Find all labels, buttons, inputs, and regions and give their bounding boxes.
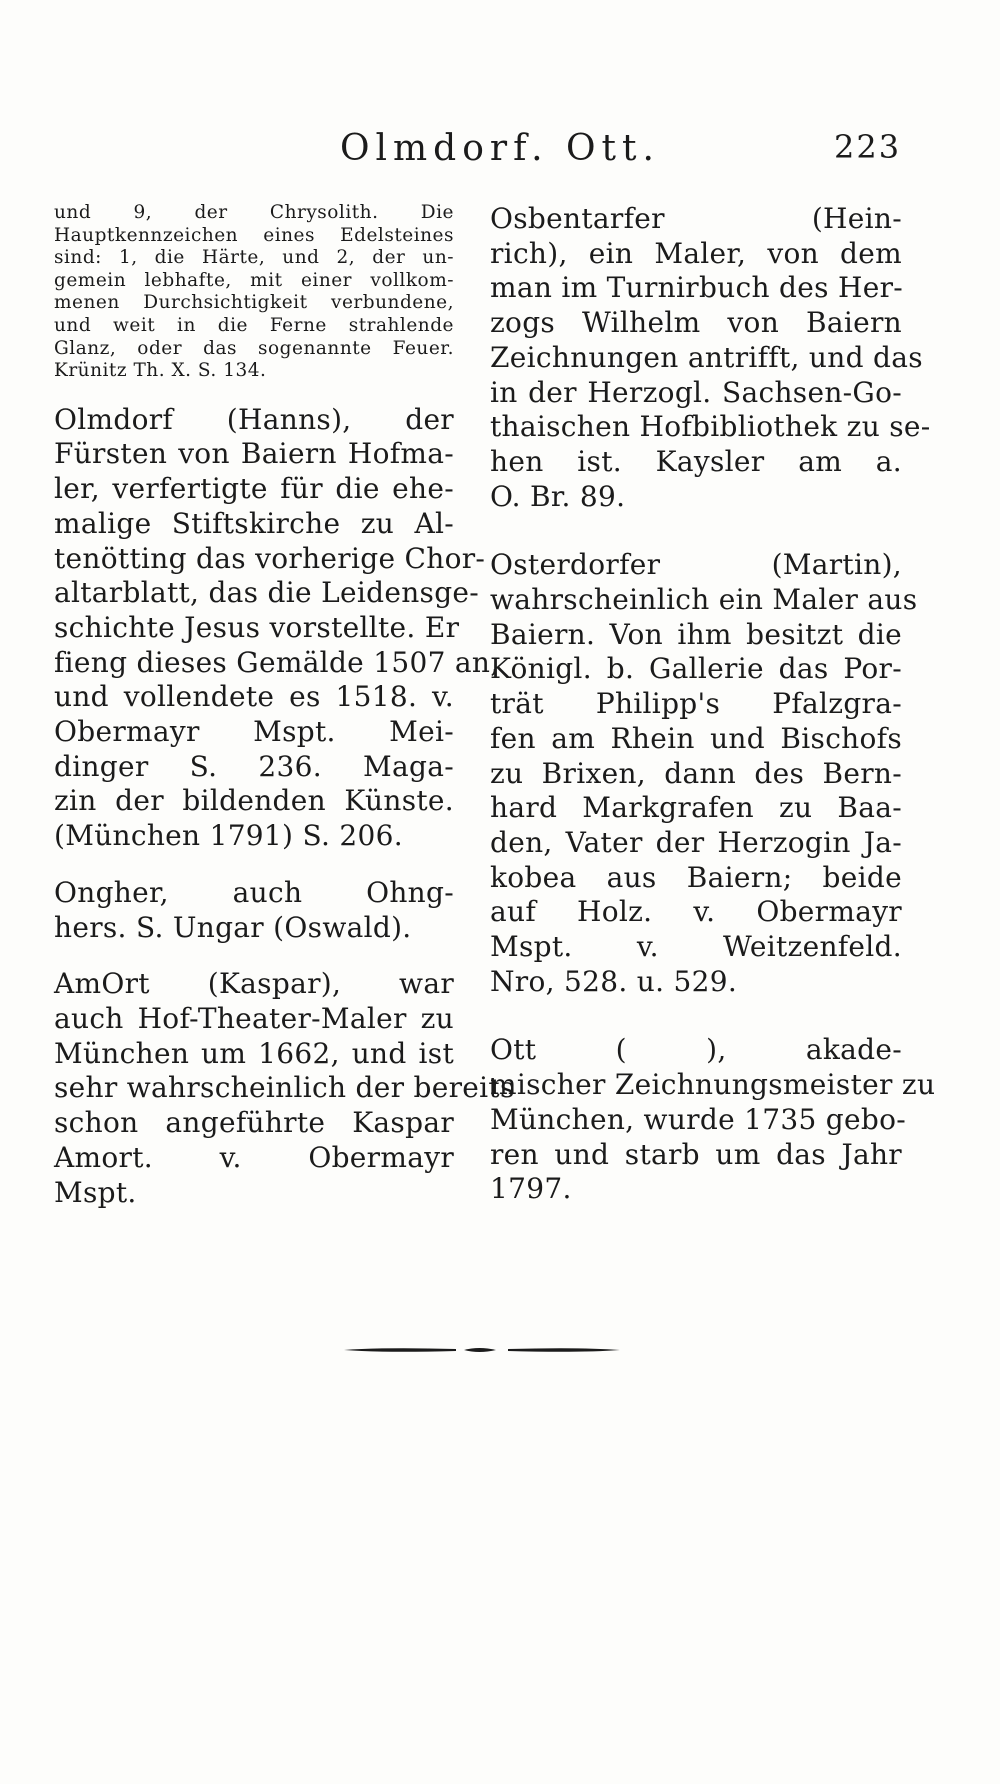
text-line: Obermayr Mspt. Mei-	[54, 715, 454, 749]
text-line: dinger S. 236. Maga-	[54, 749, 454, 783]
text-line: sehr wahrscheinlich der bereits	[54, 1071, 515, 1105]
left-column	[54, 202, 515, 1210]
text-line: AmOrt (Kaspar), war	[54, 967, 454, 1001]
text-line: mischer Zeichnungsmeister zu	[490, 1068, 936, 1102]
text-line: Amort. v. Obermayr	[54, 1140, 454, 1174]
text-line: hen ist. Kaysler am a.	[490, 444, 902, 478]
continuation-paragraph	[54, 202, 454, 383]
entry-olmdorf	[54, 402, 500, 854]
text-line: und vollendete es 1518. v.	[54, 680, 454, 714]
text-line: altarblatt, das die Leidensge-	[54, 576, 480, 610]
text-line: Krünitz Th. X. S. 134.	[54, 360, 267, 382]
text-line: Mspt.	[54, 1175, 137, 1209]
ornamental-rule	[344, 1346, 620, 1354]
running-title: Olmdorf. Ott.	[340, 128, 660, 169]
text-line: hers. S. Ungar (Oswald).	[54, 910, 412, 944]
text-line: fieng dieses Gemälde 1507 an,	[54, 645, 500, 679]
text-line: ler, verfertigte für die ehe-	[54, 472, 454, 506]
text-line: Ongher, auch Ohng-	[54, 875, 454, 909]
right-column	[490, 202, 936, 1207]
text-line: Olmdorf (Hanns), der	[54, 402, 454, 436]
text-line: kobea aus Baiern; beide	[490, 860, 902, 894]
text-line: München um 1662, und ist	[54, 1036, 454, 1070]
text-line: Fürsten von Baiern Hofma-	[54, 437, 454, 471]
text-line: sind: 1, die Härte, und 2, der un-	[54, 247, 454, 269]
text-line: Baiern. Von ihm besitzt die	[490, 617, 902, 651]
text-line: gemein lebhafte, mit einer vollkom-	[54, 269, 454, 291]
text-line: und 9, der Chrysolith. Die	[54, 202, 454, 223]
entry-ongher	[54, 876, 454, 945]
text-line: O. Br. 89.	[490, 479, 626, 513]
text-line: Nro, 528. u. 529.	[490, 964, 738, 998]
text-line: malige Stiftskirche zu Al-	[54, 506, 454, 540]
text-line: Osterdorfer (Martin),	[490, 548, 902, 582]
text-line: tenötting das vorherige Chor-	[54, 541, 486, 575]
text-line: in der Herzogl. Sachsen-Go-	[490, 375, 902, 409]
text-line: man im Turnirbuch des Her-	[490, 271, 904, 305]
text-line: Ott ( ), akade-	[490, 1033, 902, 1067]
page-number: 223	[834, 128, 902, 166]
text-line: 1797.	[490, 1172, 572, 1206]
text-line: Hauptkennzeichen eines Edelsteines	[54, 224, 454, 246]
text-line: menen Durchsichtigkeit verbundene,	[54, 292, 454, 314]
entry-osterdorfer	[490, 548, 918, 999]
text-line: schon angeführte Kaspar	[54, 1106, 454, 1140]
entry-ott	[490, 1033, 936, 1207]
text-line: trät Philipp's Pfalzgra-	[490, 687, 902, 721]
text-line: den, Vater der Herzogin Ja-	[490, 825, 902, 859]
text-line: Zeichnungen antrifft, und das	[490, 340, 923, 374]
text-line: fen am Rhein und Bischofs	[490, 721, 902, 755]
page-header	[0, 128, 1000, 172]
text-line: Königl. b. Gallerie das Por-	[490, 652, 902, 686]
text-line: zu Brixen, dann des Bern-	[490, 756, 902, 790]
text-line: Mspt. v. Weitzenfeld.	[490, 930, 902, 964]
text-line: Osbentarfer (Hein-	[490, 202, 902, 235]
text-line: zin der bildenden Künste.	[54, 784, 454, 818]
text-line: und weit in die Ferne strahlende	[54, 314, 454, 336]
text-line: zogs Wilhelm von Baiern	[490, 306, 902, 340]
entry-amort	[54, 967, 515, 1210]
text-line: auf Holz. v. Obermayr	[490, 895, 902, 929]
entry-osbentarfer	[490, 202, 931, 514]
text-line: München, wurde 1735 gebo-	[490, 1102, 907, 1136]
text-line: wahrscheinlich ein Maler aus	[490, 583, 918, 617]
text-line: auch Hof-Theater-Maler zu	[54, 1002, 454, 1035]
text-line: schichte Jesus vorstellte. Er	[54, 610, 460, 644]
text-line: hard Markgrafen zu Baa-	[490, 791, 902, 825]
text-line: (München 1791) S. 206.	[54, 819, 403, 853]
text-line: ren und starb um das Jahr	[490, 1137, 902, 1171]
text-line: Glanz, oder das sogenannte Feuer.	[54, 337, 454, 359]
text-line: thaischen Hofbibliothek zu se-	[490, 410, 931, 444]
text-line: rich), ein Maler, von dem	[490, 236, 902, 270]
